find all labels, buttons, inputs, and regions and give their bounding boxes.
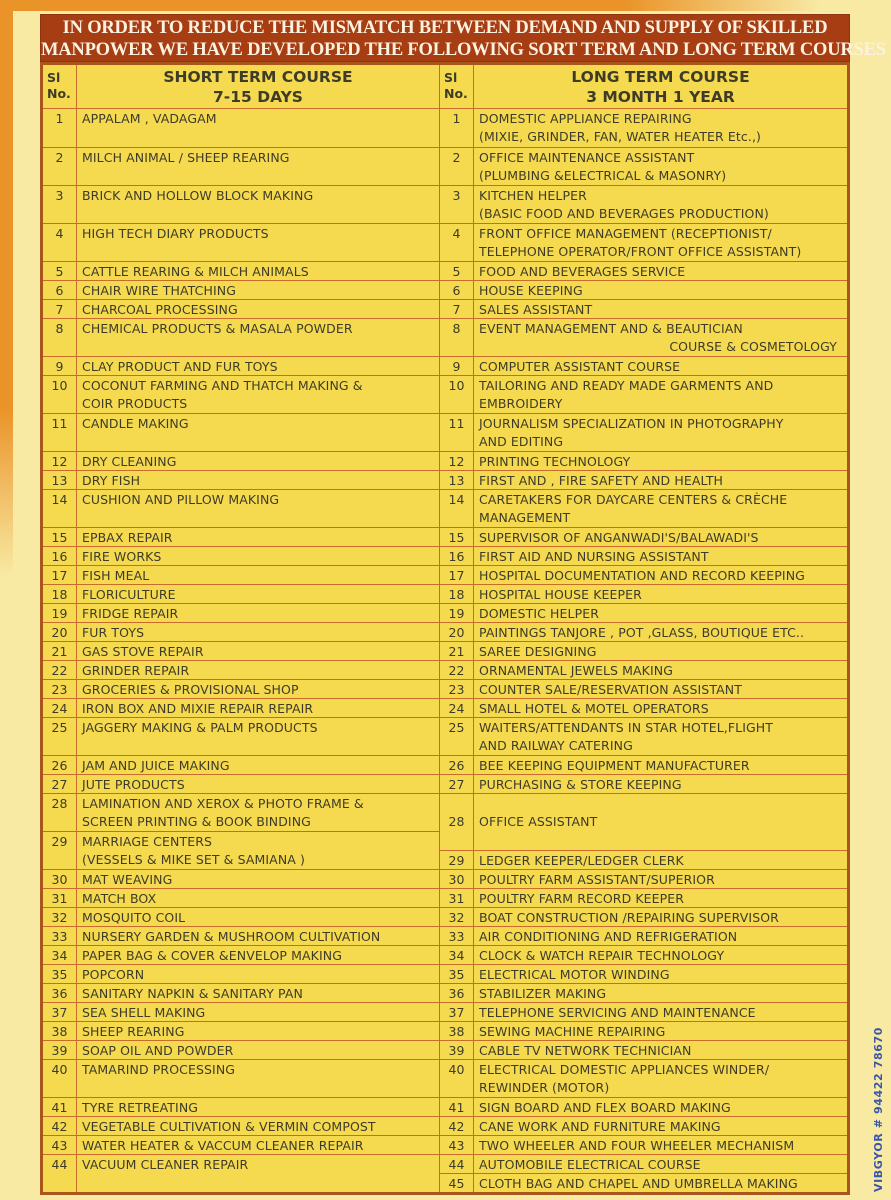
row-number: 11 — [440, 414, 474, 451]
row-number: 26 — [440, 756, 474, 774]
sl-no-header: Sl No. — [440, 65, 474, 108]
table-row — [43, 1116, 439, 1135]
row-number: 35 — [440, 965, 474, 983]
row-number: 25 — [440, 718, 474, 755]
table-row — [440, 375, 847, 413]
table-row — [440, 774, 847, 793]
banner-line-2: MANPOWER WE HAVE DEVELOPED THE FOLLOWING SORT TERM AND LONG TERM COURSES — [41, 40, 886, 60]
course-name: NURSERY GARDEN & MUSHROOM CULTIVATION — [82, 929, 381, 944]
row-number: 17 — [440, 566, 474, 584]
course-name: MOSQUITO COIL — [82, 910, 186, 925]
table-row — [43, 1040, 439, 1059]
row-number: 24 — [440, 699, 474, 717]
course-name: SEA SHELL MAKING — [82, 1005, 206, 1020]
table-row — [440, 318, 847, 356]
row-number: 8 — [440, 319, 474, 356]
table-row — [440, 280, 847, 299]
course-name: PAPER BAG & COVER &ENVELOP MAKING — [82, 948, 342, 963]
table-row — [43, 1154, 439, 1192]
row-number: 40 — [43, 1060, 77, 1097]
row-number: 27 — [440, 775, 474, 793]
course-name: BRICK AND HOLLOW BLOCK MAKING — [82, 188, 314, 203]
table-row — [43, 1059, 439, 1097]
row-number: 34 — [440, 946, 474, 964]
table-row — [440, 565, 847, 584]
course-name: EPBAX REPAIR — [82, 530, 173, 545]
row-number: 34 — [43, 946, 77, 964]
table-row — [440, 546, 847, 565]
row-number: 20 — [43, 623, 77, 641]
row-number: 9 — [43, 357, 77, 375]
row-number: 30 — [43, 870, 77, 888]
row-number: 12 — [440, 452, 474, 470]
row-number: 42 — [43, 1117, 77, 1135]
table-row — [440, 907, 847, 926]
row-number: 21 — [440, 642, 474, 660]
course-name: FIRST AND , FIRE SAFETY AND HEALTH — [479, 473, 724, 488]
course-name: DRY CLEANING — [82, 454, 177, 469]
row-number: 32 — [440, 908, 474, 926]
row-number: 32 — [43, 908, 77, 926]
table-row — [43, 299, 439, 318]
table-row — [440, 622, 847, 641]
short-term-course-table — [43, 65, 440, 1192]
course-name: WAITERS/ATTENDANTS IN STAR HOTEL,FLIGHT AND RAILWAY CATERING — [479, 720, 773, 753]
table-row — [43, 185, 439, 223]
row-number: 33 — [43, 927, 77, 945]
row-number: 39 — [440, 1041, 474, 1059]
course-name: FIRST AID AND NURSING ASSISTANT — [479, 549, 709, 564]
short-term-table-header — [43, 65, 439, 109]
table-row — [440, 1173, 847, 1192]
course-name: AIR CONDITIONING AND REFRIGERATION — [479, 929, 738, 944]
table-row — [440, 1040, 847, 1059]
row-number: 21 — [43, 642, 77, 660]
header-banner — [40, 14, 886, 62]
course-name: SAREE DESIGNING — [479, 644, 597, 659]
table-row — [440, 926, 847, 945]
row-number: 25 — [43, 718, 77, 755]
table-row — [43, 622, 439, 641]
course-name: FUR TOYS — [82, 625, 145, 640]
course-name: PURCHASING & STORE KEEPING — [479, 777, 682, 792]
table-row — [440, 185, 847, 223]
row-number: 37 — [440, 1003, 474, 1021]
row-number: 14 — [440, 490, 474, 527]
course-name: DOMESTIC APPLIANCE REPAIRING (MIXIE, GRINDER, FAN, WATER HEATER Etc.,) — [479, 111, 762, 144]
row-number: 18 — [43, 585, 77, 603]
course-name: GAS STOVE REPAIR — [82, 644, 204, 659]
course-name: COCONUT FARMING AND THATCH MAKING & COIR PRODUCTS — [82, 378, 363, 411]
table-row — [43, 774, 439, 793]
row-number: 1 — [440, 109, 474, 147]
course-name: WATER HEATER & VACCUM CLEANER REPAIR — [82, 1138, 364, 1153]
table-row — [43, 755, 439, 774]
table-row — [43, 565, 439, 584]
row-number: 13 — [43, 471, 77, 489]
short-term-table-body — [43, 109, 439, 1192]
course-name: FLORICULTURE — [82, 587, 176, 602]
table-row — [43, 698, 439, 717]
course-name: JOURNALISM SPECIALIZATION IN PHOTOGRAPHY AND EDITING — [479, 416, 784, 449]
row-number: 41 — [43, 1098, 77, 1116]
table-row — [440, 527, 847, 546]
table-row — [43, 584, 439, 603]
row-number: 37 — [43, 1003, 77, 1021]
course-name: EVENT MANAGEMENT AND & BEAUTICIAN COURSE & COSMETOLOGY — [479, 321, 837, 354]
table-row — [440, 888, 847, 907]
row-number: 23 — [43, 680, 77, 698]
row-number: 43 — [43, 1136, 77, 1154]
course-tables — [40, 62, 850, 1195]
row-number: 2 — [43, 148, 77, 185]
short-term-title: SHORT TERM COURSE — [163, 68, 353, 86]
table-row — [440, 1135, 847, 1154]
table-row — [43, 660, 439, 679]
course-name: OFFICE ASSISTANT — [479, 814, 598, 829]
course-name: SALES ASSISTANT — [479, 302, 593, 317]
row-number: 18 — [440, 585, 474, 603]
row-number: 39 — [43, 1041, 77, 1059]
row-number: 26 — [43, 756, 77, 774]
table-row — [43, 109, 439, 147]
row-number: 23 — [440, 680, 474, 698]
table-row — [43, 831, 439, 869]
row-number: 29 — [43, 832, 77, 869]
page-edge-left-strip — [0, 0, 13, 1200]
row-number: 38 — [43, 1022, 77, 1040]
row-number: 22 — [43, 661, 77, 679]
course-name: OFFICE MAINTENANCE ASSISTANT (PLUMBING &ELECTRICAL & MASONRY) — [479, 150, 727, 183]
row-number: 5 — [43, 262, 77, 280]
table-row — [43, 641, 439, 660]
table-row — [43, 888, 439, 907]
course-name: MATCH BOX — [82, 891, 157, 906]
row-number: 27 — [43, 775, 77, 793]
course-name: KITCHEN HELPER (BASIC FOOD AND BEVERAGES PRODUCTION) — [479, 188, 769, 221]
course-name: CATTLE REARING & MILCH ANIMALS — [82, 264, 309, 279]
row-number: 15 — [440, 528, 474, 546]
table-row — [43, 527, 439, 546]
course-name: CLOCK & WATCH REPAIR TECHNOLOGY — [479, 948, 725, 963]
row-number: 7 — [440, 300, 474, 318]
row-number: 4 — [440, 224, 474, 261]
page-edge-top-strip — [0, 0, 891, 11]
row-number: 22 — [440, 661, 474, 679]
row-number: 11 — [43, 414, 77, 451]
course-name: ELECTRICAL DOMESTIC APPLIANCES WINDER/ REWINDER (MOTOR) — [479, 1062, 770, 1095]
row-number: 14 — [43, 490, 77, 527]
row-number: 38 — [440, 1022, 474, 1040]
row-number: 36 — [43, 984, 77, 1002]
row-number: 3 — [440, 186, 474, 223]
course-name: TYRE RETREATING — [82, 1100, 199, 1115]
course-name: CUSHION AND PILLOW MAKING — [82, 492, 280, 507]
table-row — [43, 1135, 439, 1154]
table-row — [440, 147, 847, 185]
row-number: 20 — [440, 623, 474, 641]
course-name: LAMINATION AND XEROX & PHOTO FRAME & SCREEN PRINTING & BOOK BINDING — [82, 796, 364, 829]
course-name: POULTRY FARM ASSISTANT/SUPERIOR — [479, 872, 715, 887]
course-name: DRY FISH — [82, 473, 141, 488]
course-name: IRON BOX AND MIXIE REPAIR REPAIR — [82, 701, 314, 716]
course-name: HOSPITAL HOUSE KEEPER — [479, 587, 642, 602]
course-name: TWO WHEELER AND FOUR WHEELER MECHANISM — [479, 1138, 795, 1153]
row-number: 10 — [43, 376, 77, 413]
table-row — [440, 1097, 847, 1116]
table-row — [440, 717, 847, 755]
table-row — [440, 698, 847, 717]
table-row — [43, 318, 439, 356]
course-name: VEGETABLE CULTIVATION & VERMIN COMPOST — [82, 1119, 376, 1134]
course-name: CARETAKERS FOR DAYCARE CENTERS & CRÈCHE MANAGEMENT — [479, 492, 788, 525]
row-number: 31 — [43, 889, 77, 907]
course-name: CLOTH BAG AND CHAPEL AND UMBRELLA MAKING — [479, 1176, 798, 1191]
course-name: JUTE PRODUCTS — [82, 777, 185, 792]
table-row — [440, 470, 847, 489]
table-row — [43, 223, 439, 261]
table-row — [43, 679, 439, 698]
course-name: TAMARIND PROCESSING — [82, 1062, 236, 1077]
table-row — [440, 869, 847, 888]
long-term-title: LONG TERM COURSE — [571, 68, 750, 86]
course-name: CHEMICAL PRODUCTS & MASALA POWDER — [82, 321, 353, 336]
course-name: SANITARY NAPKIN & SANITARY PAN — [82, 986, 303, 1001]
course-name: SHEEP REARING — [82, 1024, 185, 1039]
row-number: 3 — [43, 186, 77, 223]
row-number: 19 — [43, 604, 77, 622]
row-number: 42 — [440, 1117, 474, 1135]
course-name: MARRIAGE CENTERS (VESSELS & MIKE SET & SAMIANA ) — [82, 834, 305, 867]
short-term-title-cell — [77, 65, 439, 108]
table-row — [43, 413, 439, 451]
table-row — [43, 489, 439, 527]
table-row — [43, 470, 439, 489]
course-name: FRONT OFFICE MANAGEMENT (RECEPTIONIST/ TELEPHONE OPERATOR/FRONT OFFICE ASSISTANT) — [479, 226, 802, 259]
course-name: FOOD AND BEVERAGES SERVICE — [479, 264, 686, 279]
course-name: PRINTING TECHNOLOGY — [479, 454, 631, 469]
short-term-subtitle: 7-15 DAYS — [213, 88, 303, 106]
course-name: HOSPITAL DOCUMENTATION AND RECORD KEEPING — [479, 568, 805, 583]
table-row — [43, 280, 439, 299]
row-number: 12 — [43, 452, 77, 470]
table-row — [440, 641, 847, 660]
table-row — [43, 964, 439, 983]
course-name: TAILORING AND READY MADE GARMENTS AND EMBROIDERY — [479, 378, 774, 411]
table-row — [43, 546, 439, 565]
banner-line-1: IN ORDER TO REDUCE THE MISMATCH BETWEEN DEMAND AND SUPPLY OF SKILLED — [62, 18, 828, 38]
table-row — [43, 451, 439, 470]
row-number: 30 — [440, 870, 474, 888]
long-term-subtitle: 3 MONTH 1 YEAR — [586, 88, 735, 106]
table-row — [440, 261, 847, 280]
row-number: 36 — [440, 984, 474, 1002]
row-number: 13 — [440, 471, 474, 489]
course-name: SEWING MACHINE REPAIRING — [479, 1024, 666, 1039]
row-number: 33 — [440, 927, 474, 945]
row-number: 4 — [43, 224, 77, 261]
table-row — [440, 793, 847, 850]
course-name: STABILIZER MAKING — [479, 986, 607, 1001]
course-name: CHARCOAL PROCESSING — [82, 302, 238, 317]
row-number: 5 — [440, 262, 474, 280]
course-name: COUNTER SALE/RESERVATION ASSISTANT — [479, 682, 742, 697]
long-term-title-cell — [474, 65, 847, 108]
table-row — [440, 584, 847, 603]
row-number: 16 — [43, 547, 77, 565]
course-name: ORNAMENTAL JEWELS MAKING — [479, 663, 673, 678]
row-number: 24 — [43, 699, 77, 717]
row-number: 41 — [440, 1098, 474, 1116]
table-row — [440, 983, 847, 1002]
course-name: JAM AND JUICE MAKING — [82, 758, 230, 773]
row-number: 45 — [440, 1174, 474, 1192]
row-number: 10 — [440, 376, 474, 413]
course-name: GRINDER REPAIR — [82, 663, 190, 678]
row-number: 6 — [440, 281, 474, 299]
course-name: SIGN BOARD AND FLEX BOARD MAKING — [479, 1100, 731, 1115]
row-number: 35 — [43, 965, 77, 983]
long-term-table-header — [440, 65, 847, 109]
table-row — [43, 603, 439, 622]
course-name: HIGH TECH DIARY PRODUCTS — [82, 226, 269, 241]
course-name: SMALL HOTEL & MOTEL OPERATORS — [479, 701, 709, 716]
table-row — [440, 964, 847, 983]
row-number: 40 — [440, 1060, 474, 1097]
long-term-table-body — [440, 109, 847, 1192]
row-number: 44 — [440, 1155, 474, 1173]
course-name: MILCH ANIMAL / SHEEP REARING — [82, 150, 290, 165]
row-number: 16 — [440, 547, 474, 565]
course-name: BOAT CONSTRUCTION /REPAIRING SUPERVISOR — [479, 910, 779, 925]
row-number: 6 — [43, 281, 77, 299]
table-row — [440, 356, 847, 375]
course-name: FIRE WORKS — [82, 549, 162, 564]
course-name: POULTRY FARM RECORD KEEPER — [479, 891, 685, 906]
row-number: 29 — [440, 851, 474, 869]
table-row — [43, 945, 439, 964]
course-name: DOMESTIC HELPER — [479, 606, 599, 621]
table-row — [43, 926, 439, 945]
table-row — [43, 793, 439, 831]
table-row — [43, 717, 439, 755]
course-name: FRIDGE REPAIR — [82, 606, 179, 621]
row-number: 31 — [440, 889, 474, 907]
table-row — [43, 1097, 439, 1116]
course-name: CLAY PRODUCT AND FUR TOYS — [82, 359, 278, 374]
table-row — [440, 223, 847, 261]
table-row — [440, 679, 847, 698]
row-number: 44 — [43, 1155, 77, 1192]
row-number: 9 — [440, 357, 474, 375]
table-row — [440, 755, 847, 774]
table-row — [440, 603, 847, 622]
table-row — [440, 109, 847, 147]
table-row — [440, 850, 847, 869]
table-row — [43, 375, 439, 413]
table-row — [440, 299, 847, 318]
course-name: CANDLE MAKING — [82, 416, 189, 431]
printer-credit: VIBGYOR # 94422 78670 — [872, 1026, 885, 1192]
course-name: JAGGERY MAKING & PALM PRODUCTS — [82, 720, 318, 735]
table-row — [440, 945, 847, 964]
table-row — [43, 1021, 439, 1040]
table-row — [440, 660, 847, 679]
course-name: VACUUM CLEANER REPAIR — [82, 1157, 249, 1172]
course-name: FISH MEAL — [82, 568, 150, 583]
table-row — [43, 1002, 439, 1021]
course-name: POPCORN — [82, 967, 145, 982]
table-row — [440, 1059, 847, 1097]
row-number: 28 — [440, 794, 474, 850]
course-name: SOAP OIL AND POWDER — [82, 1043, 234, 1058]
course-name: COMPUTER ASSISTANT COURSE — [479, 359, 681, 374]
course-name: PAINTINGS TANJORE , POT ,GLASS, BOUTIQUE ETC.. — [479, 625, 805, 640]
course-name: BEE KEEPING EQUIPMENT MANUFACTURER — [479, 758, 750, 773]
course-name: CHAIR WIRE THATCHING — [82, 283, 236, 298]
row-number: 28 — [43, 794, 77, 831]
table-row — [43, 907, 439, 926]
course-name: CANE WORK AND FURNITURE MAKING — [479, 1119, 721, 1134]
course-name: TELEPHONE SERVICING AND MAINTENANCE — [479, 1005, 756, 1020]
table-row — [440, 413, 847, 451]
table-row — [440, 1002, 847, 1021]
row-number: 15 — [43, 528, 77, 546]
table-row — [440, 451, 847, 470]
course-name: LEDGER KEEPER/LEDGER CLERK — [479, 853, 684, 868]
table-row — [440, 1021, 847, 1040]
table-row — [43, 147, 439, 185]
row-number: 19 — [440, 604, 474, 622]
course-name: MAT WEAVING — [82, 872, 173, 887]
course-name: ELECTRICAL MOTOR WINDING — [479, 967, 670, 982]
course-name: AUTOMOBILE ELECTRICAL COURSE — [479, 1157, 701, 1172]
table-row — [440, 1116, 847, 1135]
table-row — [440, 1154, 847, 1173]
row-number: 8 — [43, 319, 77, 356]
row-number: 43 — [440, 1136, 474, 1154]
row-number: 17 — [43, 566, 77, 584]
table-row — [43, 356, 439, 375]
course-name: CABLE TV NETWORK TECHNICIAN — [479, 1043, 692, 1058]
course-name: GROCERIES & PROVISIONAL SHOP — [82, 682, 299, 697]
course-name: APPALAM , VADAGAM — [82, 111, 217, 126]
table-row — [43, 869, 439, 888]
course-name: SUPERVISOR OF ANGANWADI'S/BALAWADI'S — [479, 530, 759, 545]
table-row — [43, 261, 439, 280]
row-number: 7 — [43, 300, 77, 318]
sl-no-header: Sl No. — [43, 65, 77, 108]
row-number: 1 — [43, 109, 77, 147]
course-name: HOUSE KEEPING — [479, 283, 583, 298]
table-row — [43, 983, 439, 1002]
long-term-course-table — [440, 65, 847, 1192]
row-number: 2 — [440, 148, 474, 185]
table-row — [440, 489, 847, 527]
